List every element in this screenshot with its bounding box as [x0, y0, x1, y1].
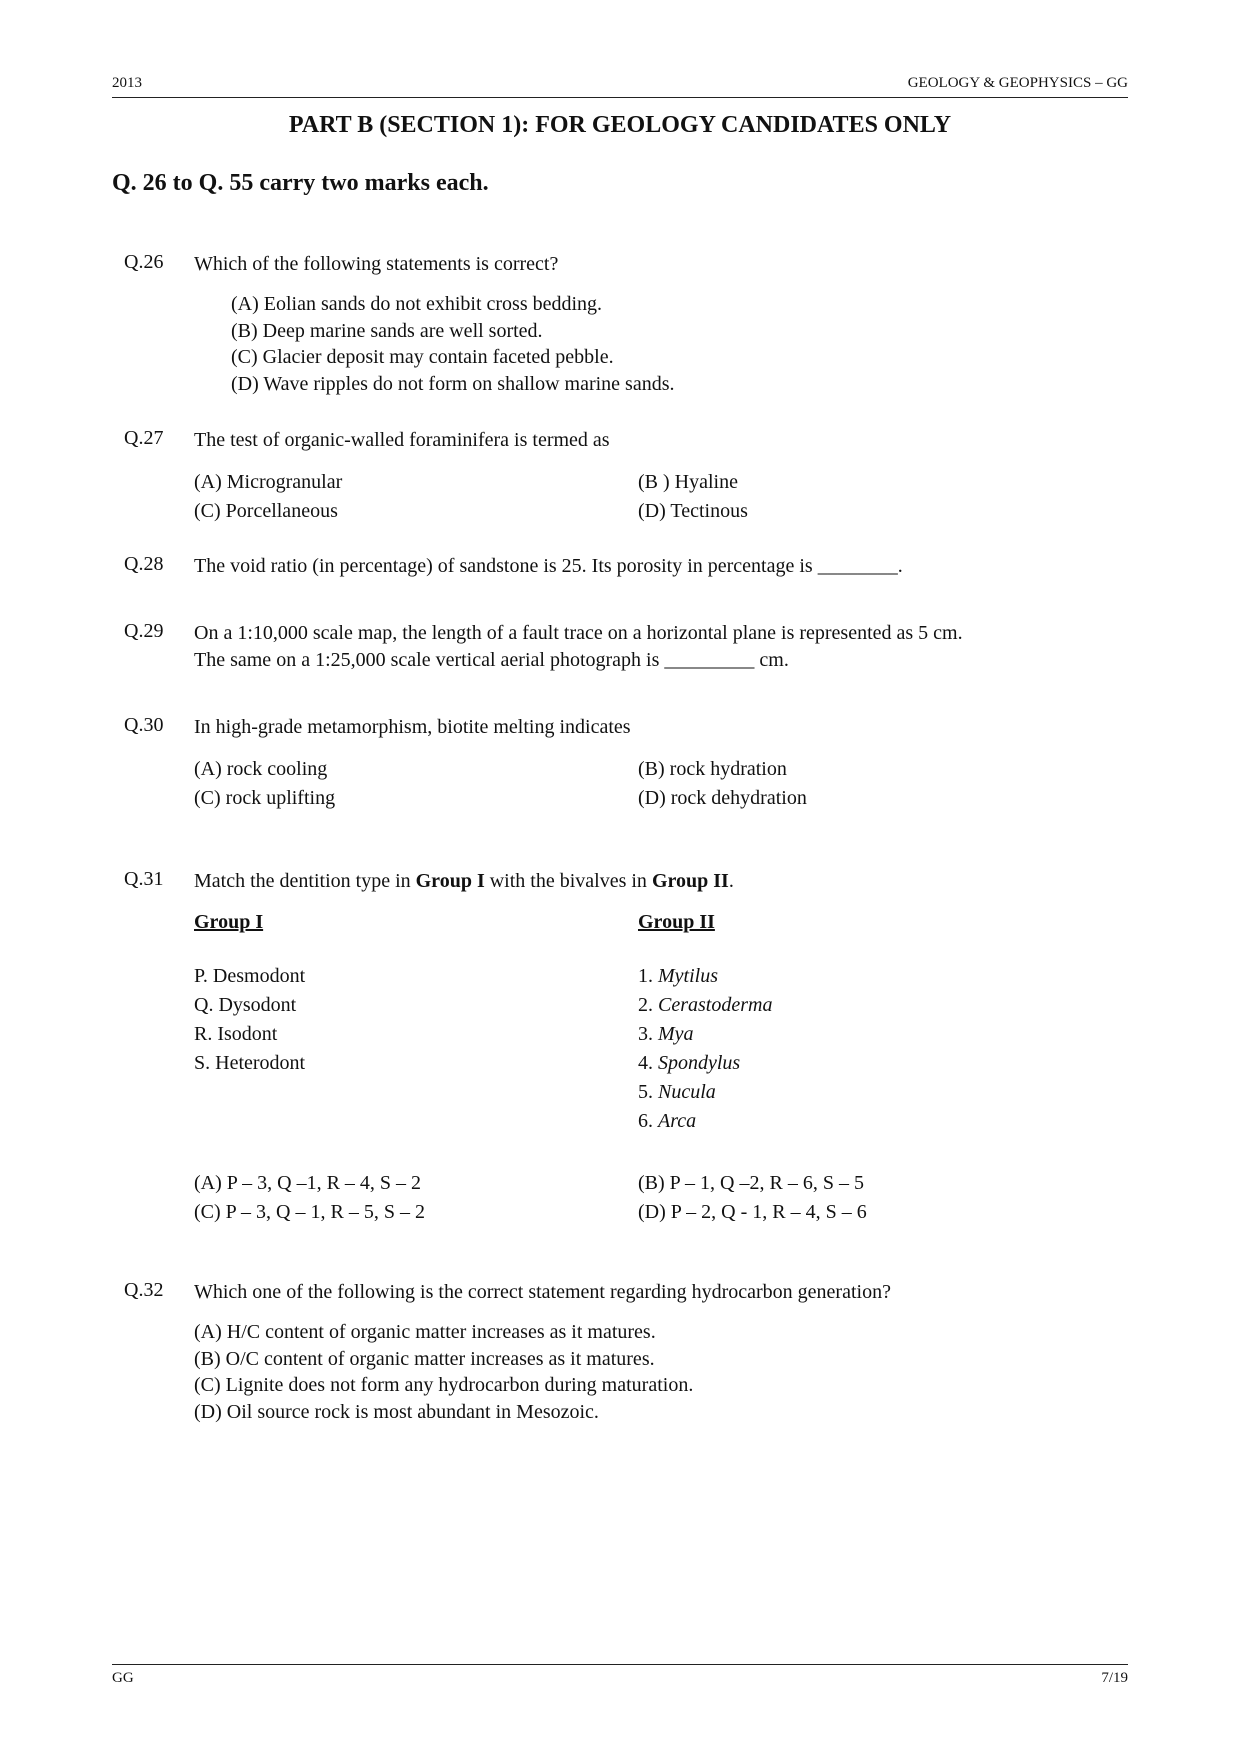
question-number: Q.31	[124, 868, 164, 890]
group-2-item	[638, 1107, 772, 1136]
group-1-item: R. Isodont	[194, 1023, 278, 1045]
option-b: (B) rock hydration	[638, 758, 787, 780]
text-segment: .	[728, 870, 734, 892]
question-line-1: On a 1:10,000 scale map, the length of a fault trace on a horizontal plane is represented as 5 cm.	[194, 622, 963, 644]
question-text: The test of organic-walled foraminifera is termed as	[194, 429, 610, 451]
header-rule	[112, 97, 1128, 98]
option-c: (C) Glacier deposit may contain faceted pebble.	[231, 346, 614, 368]
question-number: Q.32	[124, 1279, 164, 1301]
page-number: 7/19	[1101, 1670, 1128, 1686]
group-1-list	[194, 962, 305, 1078]
option-d: (D) Oil source rock is most abundant in Mesozoic.	[194, 1400, 599, 1423]
question-number: Q.27	[124, 427, 164, 449]
option-a: (A) rock cooling	[194, 758, 328, 780]
question-number: Q.28	[124, 553, 164, 575]
option-c: (C) P – 3, Q – 1, R – 5, S – 2	[194, 1201, 425, 1223]
item-number: 6.	[638, 1110, 658, 1132]
footer-code: GG	[112, 1670, 134, 1686]
item-number: 4.	[638, 1052, 658, 1074]
item-number: 1.	[638, 965, 658, 987]
group-2-item	[638, 991, 772, 1020]
option-c: (C) Porcellaneous	[194, 500, 338, 522]
header-subject: GEOLOGY & GEOPHYSICS – GG	[907, 75, 1128, 91]
item-name: Mytilus	[658, 965, 718, 987]
text-bold-group-1: Group I	[415, 870, 485, 892]
option-a: (A) Microgranular	[194, 471, 343, 493]
group-1-item: P. Desmodont	[194, 965, 306, 987]
question-text	[194, 620, 1134, 674]
options-list	[194, 1319, 693, 1425]
text-segment: Match the dentition type in	[194, 870, 416, 892]
option-b: (B) O/C content of organic matter increases as it matures.	[194, 1347, 655, 1370]
group-2-list	[638, 962, 772, 1136]
marks-note: Q. 26 to Q. 55 carry two marks each.	[112, 170, 489, 196]
text-bold-group-2: Group II	[651, 870, 729, 892]
group-1-item: S. Heterodont	[194, 1052, 306, 1074]
group-2-item	[638, 962, 772, 991]
item-number: 3.	[638, 1023, 658, 1045]
section-title: PART B (SECTION 1): FOR GEOLOGY CANDIDATES ONLY	[288, 112, 952, 138]
option-b: (B) P – 1, Q –2, R – 6, S – 5	[638, 1172, 864, 1194]
group-2-item	[638, 1049, 772, 1078]
text-segment: with the bivalves in	[484, 870, 652, 892]
item-name: Nucula	[658, 1081, 716, 1103]
group-1-heading: Group I	[194, 911, 264, 933]
options-list	[231, 291, 675, 397]
item-name: Spondylus	[658, 1052, 741, 1074]
question-text: The void ratio (in percentage) of sandstone is 25. Its porosity in percentage is ________.	[194, 555, 903, 577]
group-2-item	[638, 1078, 772, 1107]
option-c: (C) Lignite does not form any hydrocarbon during maturation.	[194, 1374, 694, 1396]
item-name: Cerastoderma	[658, 994, 773, 1016]
question-number: Q.29	[124, 620, 164, 642]
option-b: (B ) Hyaline	[638, 471, 738, 493]
group-1-item: Q. Dysodont	[194, 994, 297, 1016]
option-c: (C) rock uplifting	[194, 787, 336, 809]
option-d: (D) rock dehydration	[638, 787, 807, 809]
item-name: Mya	[658, 1023, 694, 1045]
question-line-2: The same on a 1:25,000 scale vertical aerial photograph is _________ cm.	[194, 649, 789, 671]
option-b: (B) Deep marine sands are well sorted.	[231, 319, 543, 342]
item-number: 5.	[638, 1081, 658, 1103]
footer-rule	[112, 1664, 1128, 1665]
question-text	[194, 868, 1134, 895]
option-d: (D) P – 2, Q - 1, R – 4, S – 6	[638, 1201, 867, 1223]
question-number: Q.26	[124, 251, 164, 273]
item-number: 2.	[638, 994, 658, 1016]
option-d: (D) Wave ripples do not form on shallow marine sands.	[231, 372, 675, 395]
question-text: Which one of the following is the correct statement regarding hydrocarbon generation?	[194, 1281, 891, 1303]
question-text: Which of the following statements is correct?	[194, 253, 559, 275]
group-2-item	[638, 1020, 772, 1049]
item-name: Arca	[658, 1110, 697, 1132]
option-a: (A) P – 3, Q –1, R – 4, S – 2	[194, 1172, 422, 1194]
question-number: Q.30	[124, 714, 164, 736]
option-a: (A) H/C content of organic matter increases as it matures.	[194, 1321, 656, 1343]
question-text: In high-grade metamorphism, biotite melting indicates	[194, 716, 631, 738]
group-2-heading: Group II	[638, 911, 715, 933]
option-a: (A) Eolian sands do not exhibit cross bedding.	[231, 293, 603, 315]
header-year: 2013	[112, 75, 142, 91]
option-d: (D) Tectinous	[638, 500, 748, 522]
